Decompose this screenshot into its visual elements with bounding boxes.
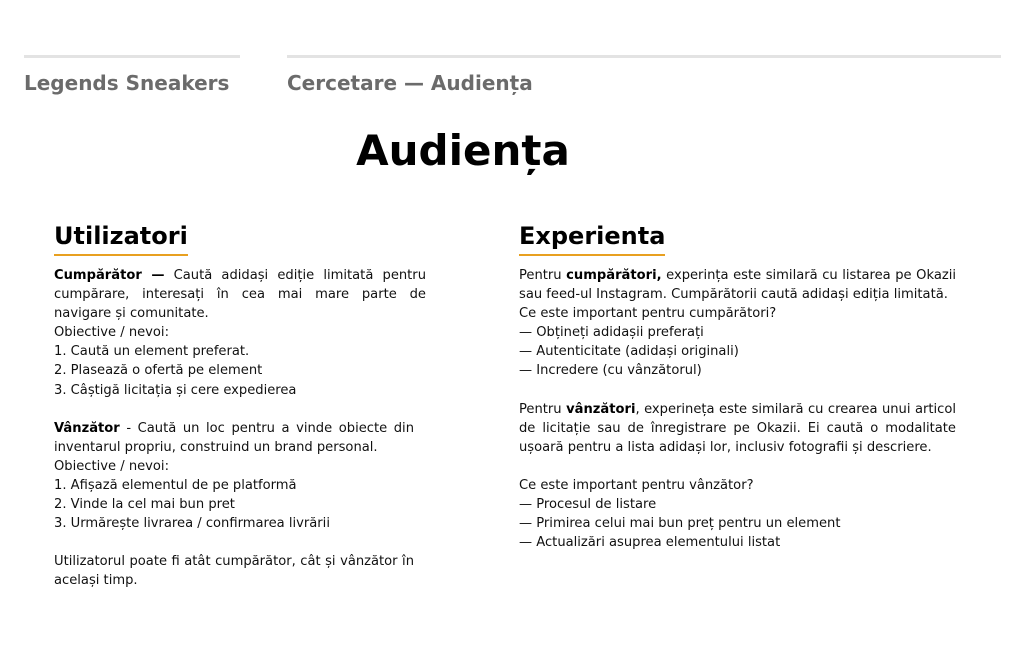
seller-label: Vânzător (54, 420, 120, 436)
buyer-description (54, 266, 426, 323)
page-title: Audiența (356, 126, 570, 175)
seller-exp-text: , experineța este similară cu crearea unui articol de licitație sau de înregistrare pe Okazii. Ei caută o modalitate ușoară pentru a lista adidași lor, inclusiv fotografii și descriere. (519, 401, 956, 455)
seller-experience (519, 400, 956, 457)
users-heading: Utilizatori (54, 218, 188, 256)
buyer-goals-title: Obiective / nevoi: (54, 325, 169, 341)
buyer-desc: Caută adidași ediție limitată pentru cumpărare, interesați în cea mai mare parte de navigare și comunitate. (54, 268, 426, 322)
seller-goal-item: 2. Vinde la cel mai bun pret (54, 497, 235, 513)
seller-description (54, 419, 414, 457)
experience-column (519, 218, 956, 552)
buyer-question: Ce este important pentru cumpărători? (519, 306, 777, 322)
buyer-goal-item: 2. Plasează o ofertă pe element (54, 363, 263, 379)
section-breadcrumb: Cercetare — Audiența (287, 71, 533, 95)
seller-question: Ce este important pentru vânzător? (519, 477, 754, 493)
buyer-exp-bold: cumpărători, (566, 268, 662, 283)
users-body (54, 266, 426, 590)
seller-goal-item: 1. Afișază elementul de pe platformă (54, 477, 297, 493)
seller-goals-title: Obiective / nevoi: (54, 458, 169, 474)
dual-role-note: Utilizatorul poate fi atât cumpărător, cât și vânzător în același timp. (54, 554, 414, 589)
seller-point: — Primirea celui mai bun preț pentru un element (519, 516, 841, 532)
buyer-experience (519, 266, 956, 304)
experience-body (519, 266, 956, 552)
header-divider-left (24, 55, 240, 58)
buyer-point: — Obțineți adidașii preferați (519, 325, 704, 341)
buyer-goal-item: 3. Câștigă licitația și cere expedierea (54, 382, 297, 398)
seller-goal-item: 3. Urmărește livrarea / confirmarea livrării (54, 516, 330, 532)
buyer-goal-item: 1. Caută un element preferat. (54, 344, 250, 360)
seller-point: — Actualizări asuprea elementului listat (519, 535, 781, 551)
buyer-exp-prefix: Pentru (519, 268, 567, 283)
buyer-exp-text: experința este similară cu listarea pe Okazii sau feed-ul Instagram. Cumpărătorii caută adidași ediția limitată. (519, 268, 956, 303)
users-column (54, 218, 426, 590)
experience-heading: Experienta (519, 218, 665, 256)
header-divider-right (287, 55, 1001, 58)
seller-point: — Procesul de listare (519, 496, 657, 512)
buyer-point: — Incredere (cu vânzătorul) (519, 363, 702, 379)
seller-exp-bold: vânzători (566, 401, 636, 417)
seller-desc: - Caută un loc pentru a vinde obiecte din inventarul propriu, construind un brand personal. (54, 420, 414, 455)
brand-title: Legends Sneakers (24, 71, 230, 95)
buyer-point: — Autenticitate (adidași originali) (519, 344, 739, 360)
seller-exp-prefix: Pentru (519, 401, 567, 417)
buyer-label: Cumpărător — (54, 268, 165, 283)
